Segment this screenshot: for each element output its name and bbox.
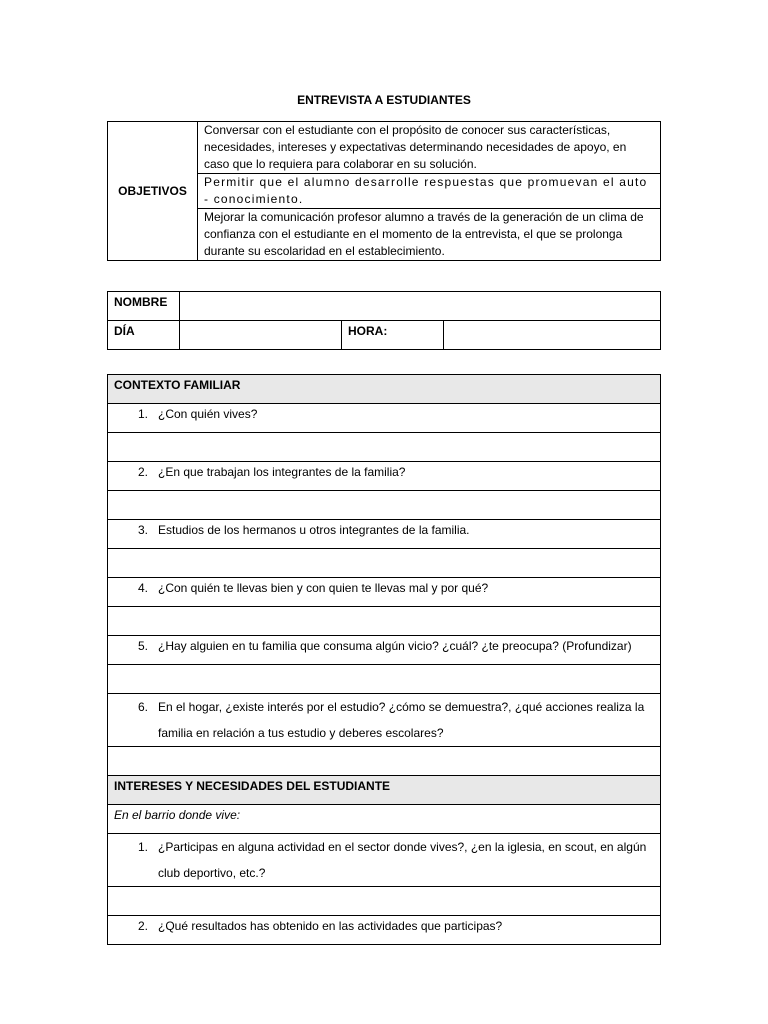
question-row <box>108 578 661 607</box>
question-row <box>108 404 661 433</box>
answer-field[interactable] <box>108 747 661 776</box>
question-number: 2. <box>137 465 148 479</box>
question-text: ¿Hay alguien en tu familia que consuma algún vicio? ¿cuál? ¿te preocupa? (Profundizar) <box>158 639 632 653</box>
question-number: 6. <box>137 700 148 714</box>
hora-field[interactable] <box>444 321 661 350</box>
question-text: ¿Con quién te llevas bien y con quien te llevas mal y por qué? <box>158 581 489 595</box>
section-subheader: En el barrio donde vive: <box>108 805 661 834</box>
question-number: 4. <box>137 581 148 595</box>
answer-field[interactable] <box>108 887 661 916</box>
hora-label: HORA: <box>342 321 444 350</box>
dia-label: DÍA <box>108 321 180 350</box>
question-number: 5. <box>137 639 148 653</box>
answer-field[interactable] <box>108 549 661 578</box>
section-header: INTERESES Y NECESIDADES DEL ESTUDIANTE <box>108 776 661 805</box>
question-text: ¿Participas en alguna actividad en el sector donde vives?, ¿en la iglesia, en scout, en algún club deportivo, etc.? <box>158 840 647 880</box>
question-text: Estudios de los hermanos u otros integrantes de la familia. <box>158 523 470 537</box>
answer-field[interactable] <box>108 491 661 520</box>
question-number: 1. <box>137 840 148 854</box>
question-text: ¿En que trabajan los integrantes de la familia? <box>158 465 406 479</box>
question-text: ¿Con quién vives? <box>158 407 258 421</box>
objetivos-table <box>107 121 661 261</box>
question-row <box>108 834 661 887</box>
interview-questions-table <box>107 374 661 945</box>
dia-field[interactable] <box>180 321 342 350</box>
document-title: ENTREVISTA A ESTUDIANTES <box>297 93 471 107</box>
question-number: 1. <box>137 407 148 421</box>
question-row <box>108 462 661 491</box>
nombre-label: NOMBRE <box>108 292 180 321</box>
question-number: 2. <box>137 919 148 933</box>
student-info-table <box>107 291 661 350</box>
objetivos-label: OBJETIVOS <box>108 122 198 261</box>
question-row <box>108 916 661 945</box>
objetivo-item: Conversar con el estudiante con el propósito de conocer sus características, necesidades, intereses y expectativas determinando necesidades de apoyo, en caso que lo requiera para colaborar en su solución. <box>198 122 661 174</box>
nombre-field[interactable] <box>180 292 661 321</box>
question-row <box>108 694 661 747</box>
question-text: ¿Qué resultados has obtenido en las actividades que participas? <box>158 919 503 933</box>
question-number: 3. <box>137 523 148 537</box>
section-header: CONTEXTO FAMILIAR <box>108 375 661 404</box>
question-row <box>108 636 661 665</box>
objetivo-item: Permitir que el alumno desarrolle respuestas que promuevan el auto - conocimiento. <box>198 174 661 209</box>
question-text: En el hogar, ¿existe interés por el estudio? ¿cómo se demuestra?, ¿qué acciones realiza la familia en relación a tus estudio y deberes escolares? <box>158 700 645 740</box>
objetivo-item: Mejorar la comunicación profesor alumno a través de la generación de un clima de confianza con el estudiante en el momento de la entrevista, el que se prolonga durante su escolaridad en el establecimiento. <box>198 209 661 261</box>
question-row <box>108 520 661 549</box>
answer-field[interactable] <box>108 665 661 694</box>
answer-field[interactable] <box>108 433 661 462</box>
answer-field[interactable] <box>108 607 661 636</box>
